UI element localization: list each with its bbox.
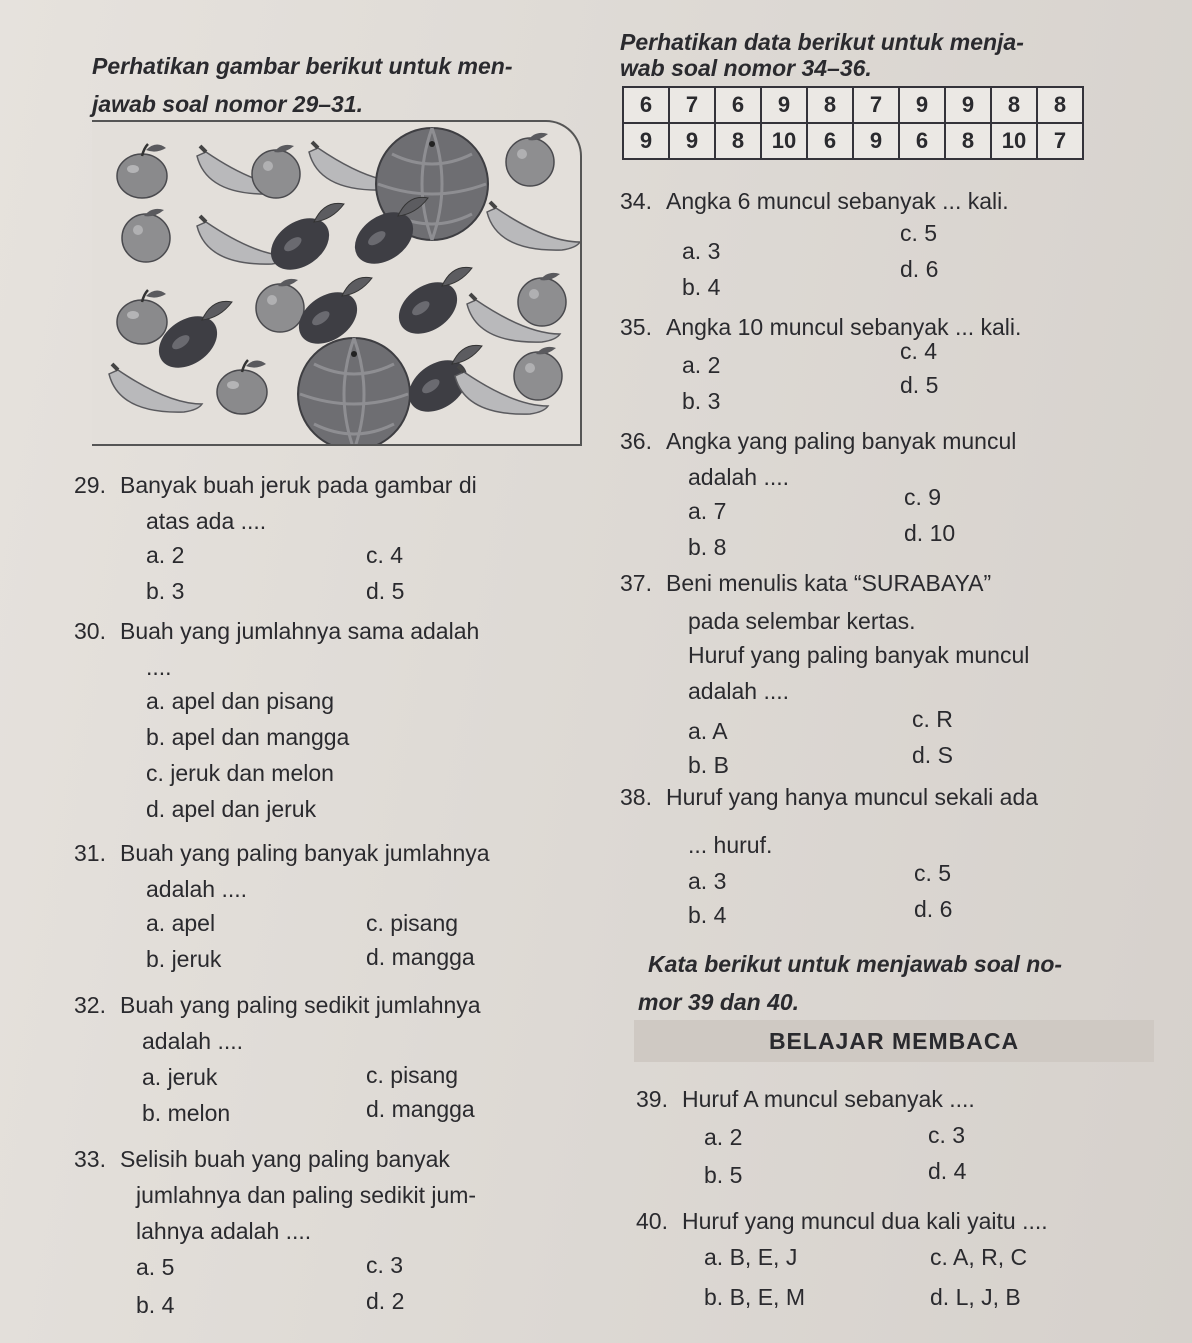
word-intro-line1: Kata berikut untuk menjawab soal no- bbox=[648, 951, 1063, 977]
table-cell: 6 bbox=[623, 87, 669, 123]
question-number: 32. bbox=[74, 992, 106, 1018]
option-40a[interactable]: a. B, E, J bbox=[704, 1244, 798, 1270]
question-37-line3: Huruf yang paling banyak muncul bbox=[688, 642, 1030, 668]
table-cell: 6 bbox=[715, 87, 761, 123]
question-text: Huruf yang muncul dua kali yaitu .... bbox=[682, 1208, 1048, 1234]
question-32-line2: adalah .... bbox=[142, 1028, 244, 1054]
question-31-line2: adalah .... bbox=[146, 876, 248, 902]
question-number: 38. bbox=[620, 784, 652, 810]
question-37-line2: pada selembar kertas. bbox=[688, 608, 916, 634]
question-text: Angka 10 muncul sebanyak ... kali. bbox=[666, 314, 1022, 340]
fruit-illustration bbox=[92, 122, 580, 444]
table-cell: 6 bbox=[899, 123, 945, 159]
table-cell: 7 bbox=[669, 87, 715, 123]
option-34d[interactable]: d. 6 bbox=[900, 256, 939, 282]
option-30a[interactable]: a. apel dan pisang bbox=[146, 688, 334, 714]
option-37a[interactable]: a. A bbox=[688, 718, 728, 744]
question-number: 30. bbox=[74, 618, 106, 644]
option-33d[interactable]: d. 2 bbox=[366, 1288, 405, 1314]
question-text: Huruf yang hanya muncul sekali ada bbox=[666, 784, 1039, 810]
option-40d[interactable]: d. L, J, B bbox=[930, 1284, 1021, 1310]
question-text: Beni menulis kata “SURABAYA” bbox=[666, 570, 992, 596]
question-number: 36. bbox=[620, 428, 652, 454]
question-39 bbox=[636, 1082, 975, 1116]
option-31c[interactable]: c. pisang bbox=[366, 910, 459, 936]
question-40 bbox=[636, 1204, 1048, 1238]
fruit-picture bbox=[92, 120, 582, 446]
option-37b[interactable]: b. B bbox=[688, 752, 729, 778]
option-39b[interactable]: b. 5 bbox=[704, 1162, 743, 1188]
question-number: 40. bbox=[636, 1208, 668, 1234]
option-38b[interactable]: b. 4 bbox=[688, 902, 727, 928]
table-cell: 8 bbox=[945, 123, 991, 159]
option-30c[interactable]: c. jeruk dan melon bbox=[146, 760, 334, 786]
table-cell: 9 bbox=[669, 123, 715, 159]
option-37c[interactable]: c. R bbox=[912, 706, 953, 732]
option-32c[interactable]: c. pisang bbox=[366, 1062, 459, 1088]
question-35 bbox=[620, 310, 1021, 344]
right-intro-line1: Perhatikan data berikut untuk menja- bbox=[620, 29, 1024, 55]
option-39c[interactable]: c. 3 bbox=[928, 1122, 966, 1148]
option-29c[interactable]: c. 4 bbox=[366, 542, 404, 568]
question-text: Huruf A muncul sebanyak .... bbox=[682, 1086, 975, 1112]
option-29d[interactable]: d. 5 bbox=[366, 578, 405, 604]
question-29-line2: atas ada .... bbox=[146, 508, 267, 534]
table-cell: 9 bbox=[761, 87, 807, 123]
table-cell: 7 bbox=[853, 87, 899, 123]
question-number: 37. bbox=[620, 570, 652, 596]
question-number: 35. bbox=[620, 314, 652, 340]
question-text: Angka 6 muncul sebanyak ... kali. bbox=[666, 188, 1009, 214]
option-36b[interactable]: b. 8 bbox=[688, 534, 727, 560]
option-32a[interactable]: a. jeruk bbox=[142, 1064, 218, 1090]
question-text: Selisih buah yang paling banyak bbox=[120, 1146, 450, 1172]
question-31 bbox=[74, 836, 490, 870]
option-34a[interactable]: a. 3 bbox=[682, 238, 721, 264]
question-30 bbox=[74, 614, 479, 648]
question-number: 31. bbox=[74, 840, 106, 866]
question-text: Buah yang paling sedikit jumlahnya bbox=[120, 992, 481, 1018]
question-text: Angka yang paling banyak muncul bbox=[666, 428, 1017, 454]
question-number: 33. bbox=[74, 1146, 106, 1172]
option-34b[interactable]: b. 4 bbox=[682, 274, 721, 300]
left-intro-line1: Perhatikan gambar berikut untuk men- bbox=[92, 53, 513, 79]
question-33 bbox=[74, 1142, 450, 1176]
question-29 bbox=[74, 468, 477, 502]
question-34 bbox=[620, 184, 1009, 218]
option-40c[interactable]: c. A, R, C bbox=[930, 1244, 1028, 1270]
question-36-line2: adalah .... bbox=[688, 464, 790, 490]
question-number: 34. bbox=[620, 188, 652, 214]
option-38d[interactable]: d. 6 bbox=[914, 896, 953, 922]
table-cell: 9 bbox=[945, 87, 991, 123]
option-29b[interactable]: b. 3 bbox=[146, 578, 185, 604]
option-33c[interactable]: c. 3 bbox=[366, 1252, 404, 1278]
table-cell: 7 bbox=[1037, 123, 1083, 159]
question-number: 39. bbox=[636, 1086, 668, 1112]
table-cell: 8 bbox=[1037, 87, 1083, 123]
left-intro-line2: jawab soal nomor 29–31. bbox=[92, 91, 364, 117]
question-38 bbox=[620, 780, 1038, 814]
option-31b[interactable]: b. jeruk bbox=[146, 946, 222, 972]
table-cell: 10 bbox=[761, 123, 807, 159]
option-36a[interactable]: a. 7 bbox=[688, 498, 727, 524]
option-35a[interactable]: a. 2 bbox=[682, 352, 721, 378]
question-36 bbox=[620, 424, 1016, 458]
option-36c[interactable]: c. 9 bbox=[904, 484, 942, 510]
table-cell: 8 bbox=[991, 87, 1037, 123]
table-cell: 9 bbox=[623, 123, 669, 159]
table-cell: 9 bbox=[899, 87, 945, 123]
question-30-line2: .... bbox=[146, 654, 172, 680]
option-32d[interactable]: d. mangga bbox=[366, 1096, 475, 1122]
option-35c[interactable]: c. 4 bbox=[900, 338, 938, 364]
option-37d[interactable]: d. S bbox=[912, 742, 953, 768]
question-33-line2: jumlahnya dan paling sedikit jum- bbox=[136, 1182, 477, 1208]
word-intro-line2: mor 39 dan 40. bbox=[638, 989, 800, 1015]
question-text: Buah yang paling banyak jumlahnya bbox=[120, 840, 490, 866]
question-text: Banyak buah jeruk pada gambar di bbox=[120, 472, 477, 498]
question-33-line3: lahnya adalah .... bbox=[136, 1218, 312, 1244]
option-30d[interactable]: d. apel dan jeruk bbox=[146, 796, 317, 822]
option-40b[interactable]: b. B, E, M bbox=[704, 1284, 805, 1310]
question-text: Buah yang jumlahnya sama adalah bbox=[120, 618, 480, 644]
table-cell: 8 bbox=[715, 123, 761, 159]
table-row bbox=[623, 87, 1083, 123]
option-30b[interactable]: b. apel dan mangga bbox=[146, 724, 350, 750]
option-32b[interactable]: b. melon bbox=[142, 1100, 231, 1126]
option-31a[interactable]: a. apel bbox=[146, 910, 216, 936]
option-29a[interactable]: a. 2 bbox=[146, 542, 185, 568]
option-38a[interactable]: a. 3 bbox=[688, 868, 727, 894]
option-39d[interactable]: d. 4 bbox=[928, 1158, 967, 1184]
question-38-line2: ... huruf. bbox=[688, 832, 773, 858]
table-cell: 6 bbox=[807, 123, 853, 159]
question-37-line4: adalah .... bbox=[688, 678, 790, 704]
table-cell: 10 bbox=[991, 123, 1037, 159]
option-35d[interactable]: d. 5 bbox=[900, 372, 939, 398]
question-37 bbox=[620, 566, 991, 600]
option-31d[interactable]: d. mangga bbox=[366, 944, 475, 970]
option-34c[interactable]: c. 5 bbox=[900, 220, 938, 246]
question-32 bbox=[74, 988, 481, 1022]
option-33b[interactable]: b. 4 bbox=[136, 1292, 175, 1318]
table-cell: 9 bbox=[853, 123, 899, 159]
table-row bbox=[623, 123, 1083, 159]
table-cell: 8 bbox=[807, 87, 853, 123]
option-33a[interactable]: a. 5 bbox=[136, 1254, 175, 1280]
word-banner: BELAJAR MEMBACA bbox=[634, 1020, 1154, 1062]
option-35b[interactable]: b. 3 bbox=[682, 388, 721, 414]
option-36d[interactable]: d. 10 bbox=[904, 520, 956, 546]
question-number: 29. bbox=[74, 472, 106, 498]
right-intro-line2: wab soal nomor 34–36. bbox=[620, 55, 872, 81]
option-39a[interactable]: a. 2 bbox=[704, 1124, 743, 1150]
data-table bbox=[622, 86, 1084, 160]
option-38c[interactable]: c. 5 bbox=[914, 860, 952, 886]
